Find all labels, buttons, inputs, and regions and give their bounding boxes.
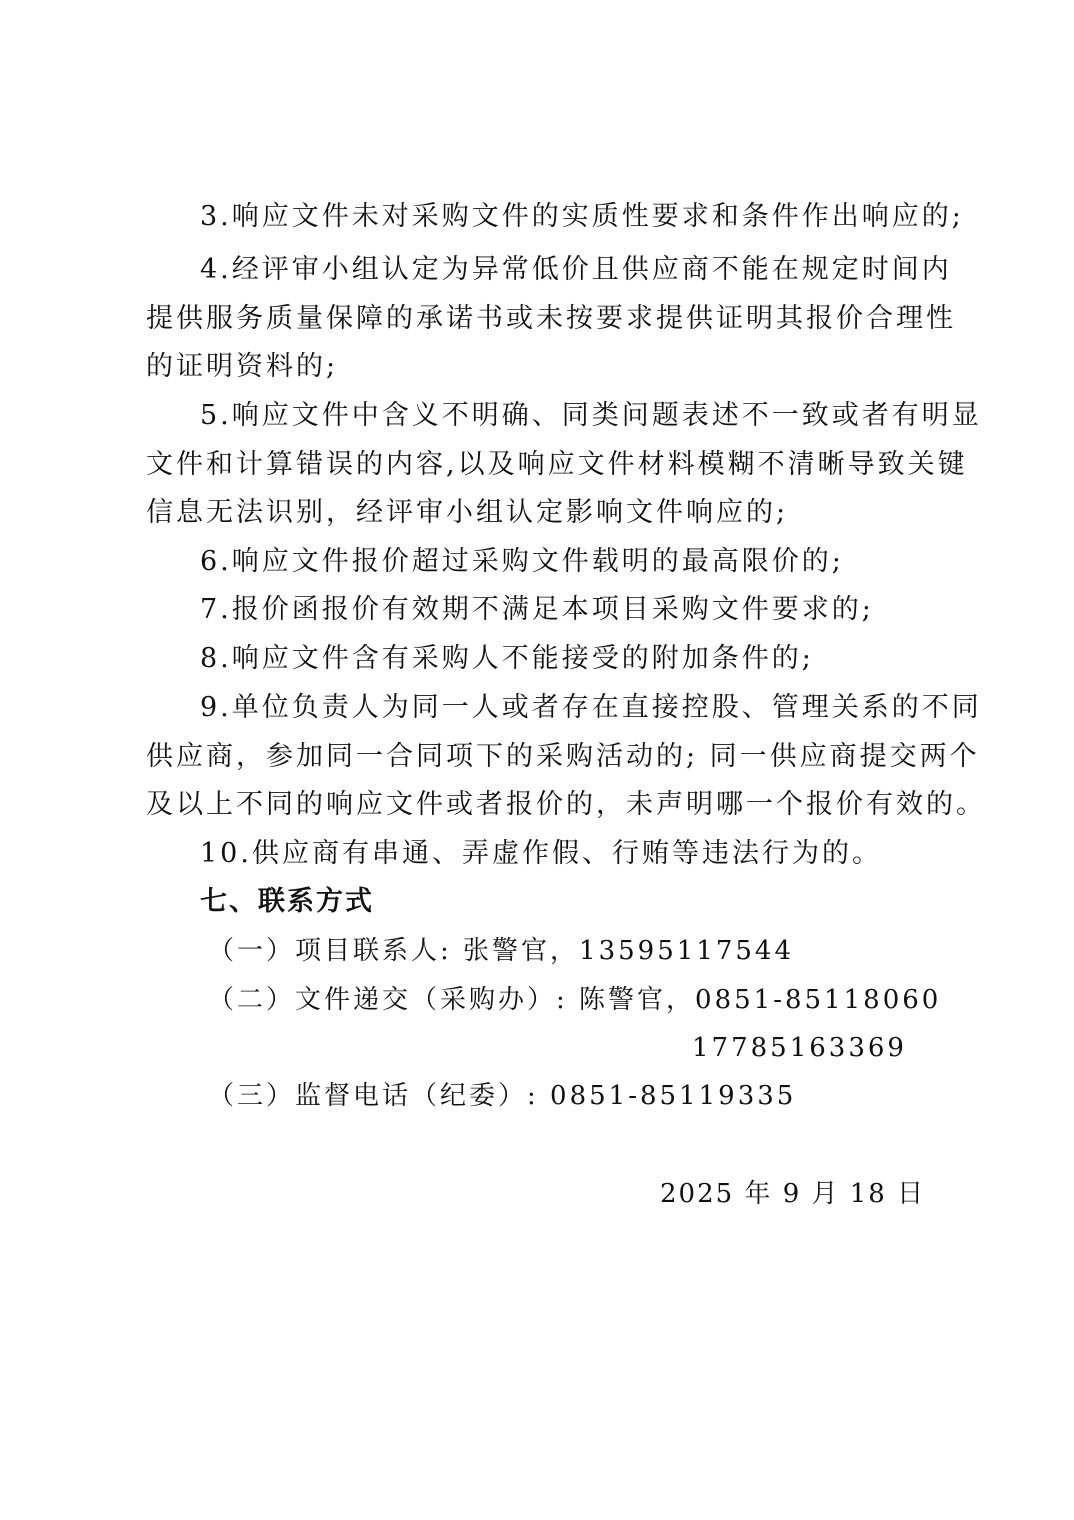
clause-5-line-3: 信息无法识别，经评审小组认定影响文件响应的;: [146, 497, 789, 528]
clause-5-line-1: 5.响应文件中含义不明确、同类问题表述不一致或者有明显: [200, 400, 982, 431]
document-date: 2025 年 9 月 18 日: [660, 1179, 926, 1209]
clause-9-line-1: 9.单位负责人为同一人或者存在直接控股、管理关系的不同: [200, 692, 982, 723]
contact-submission-phone-2: 17785163369: [692, 1033, 907, 1063]
clause-7-line-1: 7.报价函报价有效期不满足本项目采购文件要求的;: [200, 594, 874, 625]
clause-8-line-1: 8.响应文件含有采购人不能接受的附加条件的;: [200, 643, 814, 674]
clause-3-line-1: 3.响应文件未对采购文件的实质性要求和条件作出响应的;: [200, 201, 964, 232]
clause-9-line-2: 供应商，参加同一合同项下的采购活动的; 同一供应商提交两个: [146, 741, 980, 772]
contact-project: （一）项目联系人: 张警官，13595117544: [208, 936, 794, 966]
clause-6-line-1: 6.响应文件报价超过采购文件载明的最高限价的;: [200, 546, 844, 577]
clause-4-line-1: 4.经评审小组认定为异常低价且供应商不能在规定时间内: [200, 254, 952, 285]
clause-9-line-3: 及以上不同的响应文件或者报价的，未声明哪一个报价有效的。: [146, 789, 986, 820]
contact-submission: （二）文件递交（采购办）: 陈警官，0851-85118060: [208, 985, 942, 1015]
contact-supervision: （三）监督电话（纪委）: 0851-85119335: [208, 1081, 797, 1111]
clause-4-line-2: 提供服务质量保障的承诺书或未按要求提供证明其报价合理性: [146, 303, 956, 334]
clause-5-line-2: 文件和计算错误的内容,以及响应文件材料模糊不清晰导致关键: [146, 449, 968, 480]
clause-4-line-3: 的证明资料的;: [146, 351, 339, 382]
clause-10-line-1: 10.供应商有串通、弄虚作假、行贿等违法行为的。: [200, 838, 882, 869]
section-heading: 七、联系方式: [200, 886, 374, 917]
